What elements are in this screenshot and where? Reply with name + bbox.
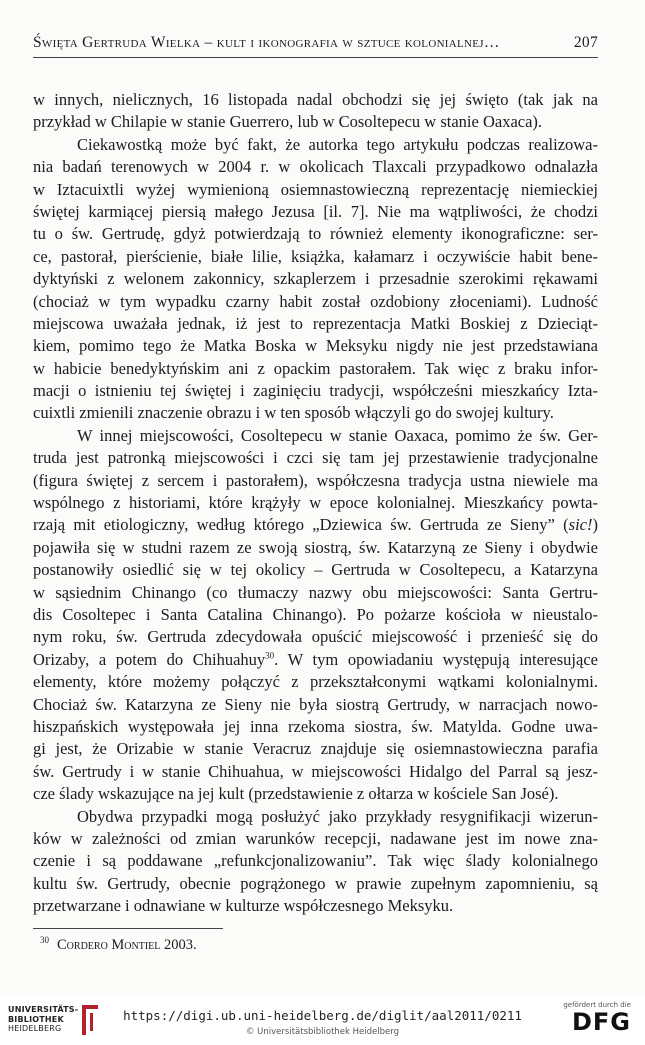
page-number: 207 — [573, 34, 598, 51]
line-text: Orizaby, a potem do Chihuahuy — [33, 649, 266, 669]
footnote-ref[interactable]: 30 — [265, 650, 275, 661]
text-line: tu o św. Gertrudę, gdyż potwierdzają to również elementy ikonograficzne: ser- — [33, 224, 598, 244]
text-line: w sąsiednim Chinango (co tłumaczy nazwy obu miejscowości: Santa Gertru- — [33, 582, 598, 602]
text-line: miejscowa uważała jednak, iż jest to reprezentacja Matki Boskiej z Dzieciąt- — [33, 313, 598, 333]
text-line: pojawiła się w studni razem ze swoją siostrą, św. Katarzyną ze Sieny i obydwie — [33, 537, 598, 557]
permalink-text: https://digi.ub.uni-heidelberg.de/diglit/aal2011/0211 — [123, 1008, 522, 1023]
text-line: świętej karmiącej piersią małego Jezusa [il. 7]. Nie ma wątpliwości, że chodzi — [33, 201, 598, 221]
copyright-notice: © Universitätsbibliothek Heidelberg — [245, 1027, 399, 1037]
text-line: kultu św. Gertrudy, obecnie pogrążonego w prawie zupełnym zapomnieniu, są — [33, 873, 598, 893]
footnote-rule — [33, 928, 223, 929]
footnote-number: 30 — [40, 935, 49, 945]
dfg-logo: DFG — [571, 1008, 631, 1036]
line-text: W tym opowiadaniu występują interesujące — [287, 649, 598, 669]
text-line: ków w zależności od zmian warunków recepcji, nadawane jest im nowe zna- — [33, 828, 598, 848]
text-line: dis Cosoltepec i Santa Catalina Chinango). Po pożarze kościoła w nieustalo- — [33, 604, 598, 624]
running-head — [33, 34, 598, 52]
dfg-funding[interactable] — [563, 1001, 631, 1035]
text-line: gi jest, że Orizabie w stanie Veracruz znajduje się osiemnastowieczna parafia — [33, 739, 598, 759]
library-name-line: HEIDELBERG — [8, 1024, 62, 1033]
text-line: Orizaby, a potem do Chihuahuy$^{30}$. W tym opowiadaniu występują interesujące — [33, 649, 598, 669]
text-line: dyktyński z welonem zakonnicy, szkaplerzem i przesadnie szerokimi rękawami — [33, 269, 598, 289]
text-line: wspólnego z historiami, które krążyły w epoce kolonialnej. Mieszkańcy powta- — [33, 493, 598, 513]
library-name-line: UNIVERSITÄTS- — [8, 1005, 79, 1014]
text-line: cuixtli zmienili znaczenie obrazu i w ten sposób włączyli go do swojej kultury. — [33, 403, 554, 423]
text-line: nia badań terenowych w 2004 r. w okolicach Tlaxcali przypadkowo odnalazła — [33, 157, 598, 177]
library-name-line: BIBLIOTHEK — [8, 1014, 64, 1024]
text-line: hiszpańskich występowała jej inna rzekoma siostra, św. Matylda. Godne uwa- — [33, 716, 598, 736]
header-rule — [33, 57, 598, 58]
footnote — [40, 935, 197, 954]
footnote-year: 2003. — [164, 936, 197, 953]
text-line: (chociaż w tym wypadku czarny habit został ozdobiony złoceniami). Ludność — [33, 291, 598, 311]
digitization-footer — [0, 995, 645, 1045]
text-line: w innych, nielicznych, 16 listopada nadal obchodzi się jej święto (tak jak na — [33, 90, 598, 109]
text-line: Ciekawostką może być fakt, że autorka tego artykułu podczas realizowa- — [77, 134, 598, 154]
text-line: postanowiły osiedlić się w tej okolicy – Gertruda w Cosoltepecu, a Katarzyna — [33, 560, 598, 580]
text-line: w Iztacuixtli wyżej wymienioną osiemnastowieczną reprezentację niemieckiej — [33, 179, 598, 199]
body-text — [33, 89, 598, 917]
text-line: przetwarzane i odnawiane w kulturze współczesnego Meksyku. — [33, 896, 454, 916]
text-line: (figura świętej z sercem i pastorałem), współczesna tradycja ustna niewiele ma — [33, 470, 598, 490]
text-line: Obydwa przypadki mogą posłużyć jako przykłady resygnifikacji wizerun- — [77, 806, 598, 826]
footnote-author: Cordero Montiel — [57, 936, 161, 953]
text-line: ce, pastorał, pierścienie, białe lilie, książka, kałamarz i oczywiście habit bene- — [33, 246, 598, 266]
text-line: czenie i są poddawane „refunkcjonalizowaniu”. Tak więc ślady kolonialnego — [33, 851, 598, 871]
text-line: cze ślady wskazujące na jej kult (przedstawienie z ołtarza w kościele San José). — [33, 784, 559, 804]
text-line: truda jest patronką miejscowości i czci się tam jej przestawienie tradycjonalne — [33, 448, 598, 468]
text-line: w habicie benedyktyńskim ani z opackim pastorałem. Tak więc z braku infor- — [33, 358, 598, 378]
text-line: nym roku, św. Gertruda zdecydowała opuścić miejscowość i przenieść się do — [33, 627, 598, 647]
text-line: rzają mit etiologiczny, według którego „Dziewica św. Gertruda ze Sieny” (sic!) — [33, 515, 598, 535]
funded-by-text: gefördert durch die — [563, 1001, 631, 1009]
text-line: macji o istnieniu tej świętej i zaginięciu tradycji, współcześni mieszkańcy Izta- — [33, 381, 598, 401]
text-line: elementy, które możemy połączyć z przekształconymi wątkami kolonialnymi. — [33, 672, 598, 692]
sic-italic: sic! — [568, 515, 593, 535]
line-text: rzają mit etiologiczny, według którego „Dziewica św. Gertruda ze Sieny” — [33, 515, 555, 535]
text-line: Chociaż św. Katarzyna ze Sieny nie była siostrą Gertrudy, w narracjach nowo- — [33, 694, 598, 714]
permalink[interactable] — [0, 1008, 645, 1023]
text-line: kiem, pomimo tego że Matka Boska w Meksyku nigdy nie jest przedstawiana — [33, 336, 598, 356]
text-line: św. Gertrudy i w stanie Chihuahua, w miejscowości Hidalgo del Parral są jesz- — [33, 761, 598, 781]
text-line: przykład w Chilapie w stanie Guerrero, lub w Cosoltepecu w stanie Oaxaca). — [33, 112, 543, 132]
text-line: W innej miejscowości, Cosoltepecu w stanie Oaxaca, pomimo że św. Ger- — [77, 425, 598, 445]
running-title: Święta Gertruda Wielka – kult i ikonografia w sztuce kolonialnej… — [33, 34, 500, 51]
